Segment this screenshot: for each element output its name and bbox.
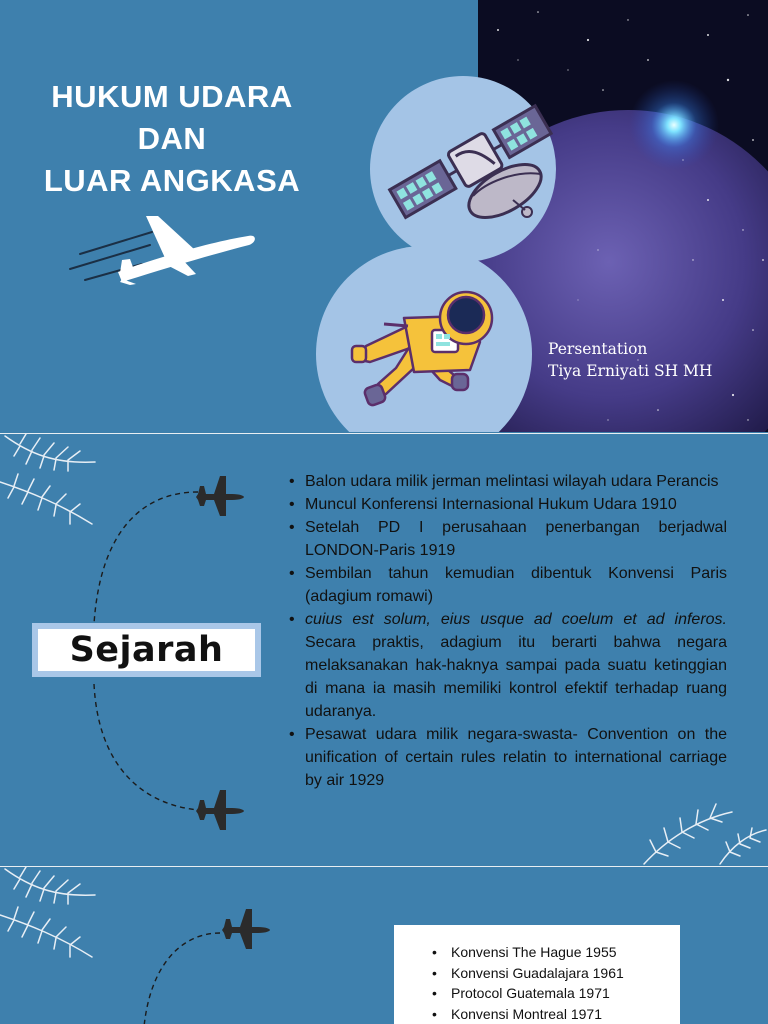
presenter-name: Tiya Erniyati SH MH	[548, 362, 713, 380]
section-heading: Sejarah	[38, 629, 255, 671]
conventions-list	[430, 942, 680, 1024]
latin-maxim: cuius est solum, eius usque ad coelum et ad inferos.	[305, 611, 727, 628]
astronaut-icon	[348, 288, 498, 418]
list-item: • Protocol Guatemala 1971	[430, 983, 680, 1004]
list-item	[287, 608, 727, 723]
satellite-icon	[385, 88, 555, 238]
presentation-title	[22, 76, 322, 202]
list-item: • Muncul Konferensi Internasional Hukum Udara 1910	[287, 493, 727, 516]
presenter-info	[548, 338, 712, 382]
leaf-icon	[0, 867, 100, 977]
list-item: • Setelah PD I perusahaan penerbangan berjadwal LONDON-Paris 1919	[287, 516, 727, 562]
list-item: • Sembilan tahun kemudian dibentuk Konvensi Paris (adagium romawi)	[287, 562, 727, 608]
title-slide	[0, 0, 768, 432]
conventions-box	[394, 925, 680, 1024]
maxim-explanation: Secara praktis, adagium itu berarti bahwa negara melaksanakan hak-haknya sampai pada suatu ketinggian di mana ia masih memiliki kontrol efektif terhadap ruang udaranya.	[305, 634, 727, 720]
list-item: • Konvensi The Hague 1955	[430, 942, 680, 963]
list-item: • Balon udara milik jerman melintasi wilayah udara Perancis	[287, 470, 727, 493]
leaf-icon	[636, 790, 768, 865]
plane-silhouette-icon	[222, 907, 272, 951]
list-item: • Konvensi Montreal 1971	[430, 1004, 680, 1024]
title-line-3: LUAR ANGKASA	[43, 163, 301, 198]
plane-silhouette-icon	[196, 474, 246, 518]
airplane-icon	[60, 212, 260, 292]
history-bullet-list	[287, 470, 727, 792]
plane-silhouette-icon	[196, 788, 246, 832]
presentation-label: Persentation	[548, 340, 648, 358]
list-item: • Pesawat udara milik negara-swasta- Convention on the unification of certain rules relatin to international carriage by air 1929	[287, 723, 727, 792]
title-line-2: DAN	[137, 121, 207, 156]
title-line-1: HUKUM UDARA	[51, 79, 293, 114]
conventions-slide	[0, 866, 768, 1024]
list-item: • Konvensi Guadalajara 1961	[430, 963, 680, 984]
section-heading-frame	[32, 623, 261, 677]
history-slide	[0, 433, 768, 865]
